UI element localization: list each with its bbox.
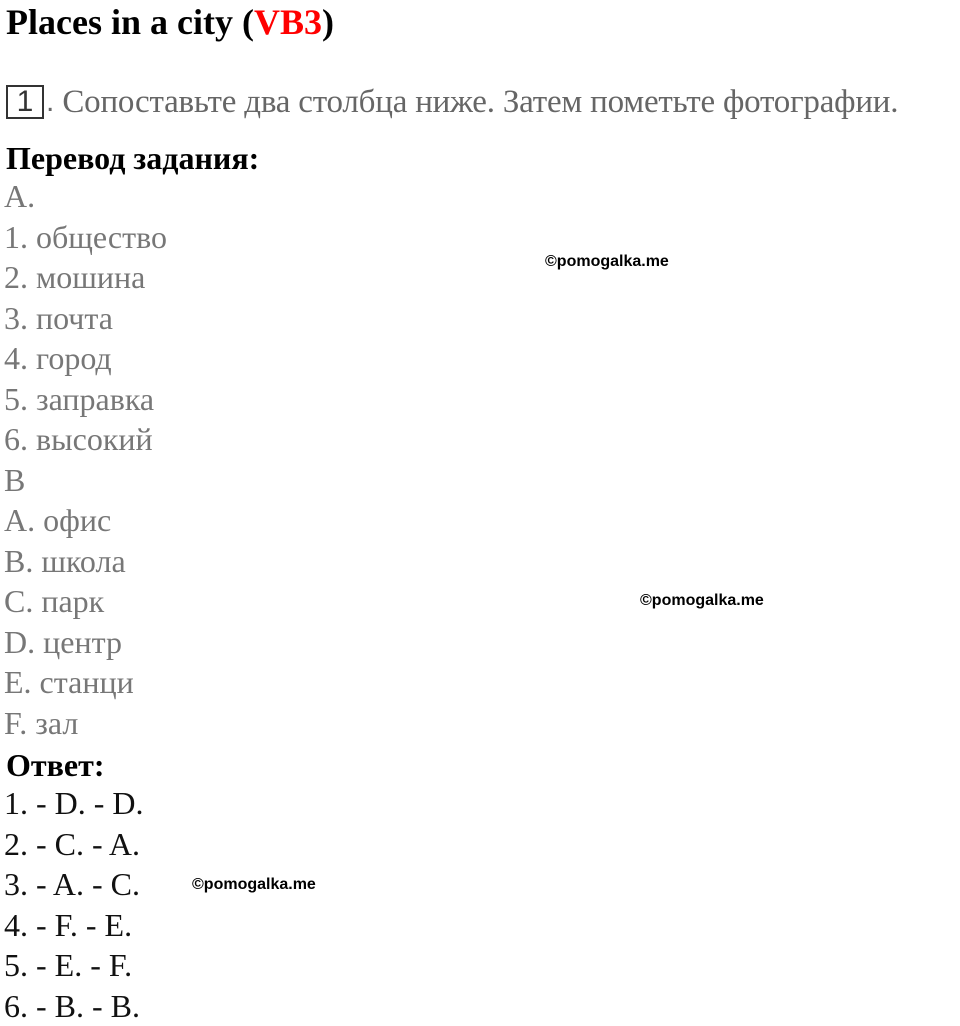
list-item: 6. - B. - B. [4,986,144,1026]
task-number-box: 1 [6,85,44,119]
answer-heading: Ответ: [6,745,104,785]
list-item: F. зал [4,703,167,744]
list-item: C. парк [4,581,167,622]
watermark: ©pomogalka.me [545,252,669,272]
page-title [6,0,334,44]
title-close: ) [322,2,334,42]
answer-list [4,783,144,1026]
list-item: 5. заправка [4,379,167,420]
list-item: D. центр [4,622,167,663]
list-item: 2. - C. - A. [4,824,144,865]
list-item: 5. - E. - F. [4,945,144,986]
task-instruction [6,80,898,124]
list-item: B [4,460,167,501]
list-item: 1. - D. - D. [4,783,144,824]
watermark: ©pomogalka.me [192,875,316,895]
list-item: 4. - F. - E. [4,905,144,946]
list-item: A. офис [4,500,167,541]
list-item: E. станци [4,662,167,703]
list-item: 3. почта [4,298,167,339]
list-item: 6. высокий [4,419,167,460]
title-text: Places in a city ( [6,2,254,42]
translation-heading: Перевод задания: [6,138,259,178]
list-item: 1. общество [4,217,167,258]
watermark: ©pomogalka.me [640,591,764,611]
list-item: A. [4,176,167,217]
list-item: 3. - A. - C. [4,864,144,905]
list-item: 4. город [4,338,167,379]
task-number-dot: . [46,85,54,119]
task-text: Сопоставьте два столбца ниже. Затем пометьте фотографии. [62,84,898,121]
list-item: B. школа [4,541,167,582]
list-item: 2. мошина [4,257,167,298]
title-code: VB3 [254,2,322,42]
translation-list [4,176,167,743]
